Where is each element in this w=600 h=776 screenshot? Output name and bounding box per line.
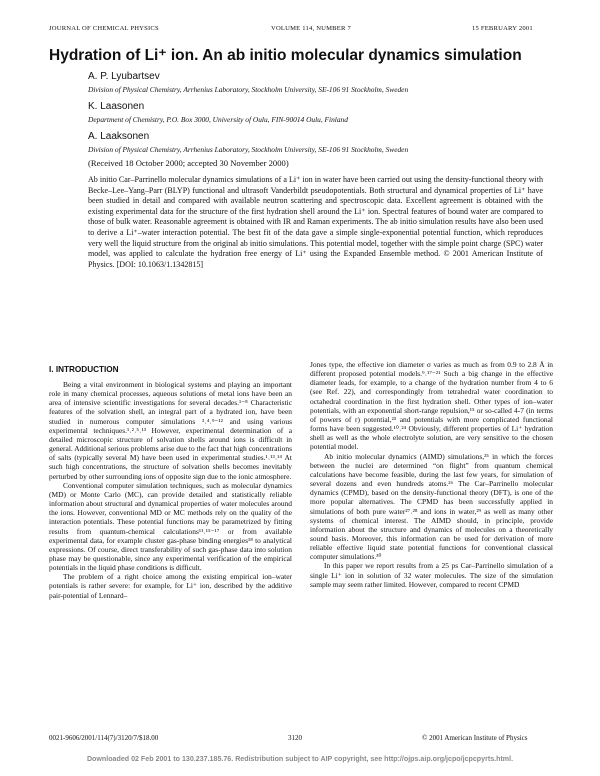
paragraph: Jones type, the effective ion diameter σ varies as much as from 0.9 to 2.8 Å in different proposed potential models.⁹˒¹⁷⁻²¹ Such a big change in the effective diameter leads, for example, to a change of the hydration number from 4 to 6 (see Ref. 22), and correspondingly from tetrahedral water coordination to octahedral coordination in the first hydration shell. Other types of ion–water potentials, with an exponential short-range repulsion,¹⁵ or so-called 4-7 (in terms of powers of r) potential,²³ and potentials with more complicated functional forms have been suggested.¹⁰˒²⁴ Obviously, different properties of Li⁺ hydration shell as well as the whole electrolyte solution, are very sensitive to the chosen potential model.	[310, 360, 553, 452]
section-heading: I. INTRODUCTION	[49, 365, 119, 374]
author-name: A. P. Lyubartsev	[88, 71, 160, 82]
author-name: K. Laasonen	[88, 101, 145, 112]
paragraph: Conventional computer simulation techniques, such as molecular dynamics (MD) or Monte Carlo (MC), can provide detailed and statistically reliable information about structural and dynamical properties of water molecules around the ions. However, conventional MD or MC methods rely on the quality of the interaction potentials. These potential functions may be parametrized by fitting results from quantum-chemical calculations¹¹˒¹⁵⁻¹⁷ or from available experimental data, for example cluster gas-phase binding energies¹⁸ to analytical expressions. Of course, direct transferability of such gas-phase data into solution phase may be questionable, since any experimental verification of the empirical potentials in the liquid phase conditions is difficult.	[49, 480, 292, 573]
journal-name: JOURNAL OF CHEMICAL PHYSICS	[49, 25, 159, 32]
page-number: 3120	[288, 734, 302, 742]
author-affiliation: Division of Physical Chemistry, Arrhenius Laboratory, Stockholm University, SE-106 91 Stockholm, Sweden	[88, 85, 409, 94]
footer-code: 0021-9606/2001/114(7)/3120/7/$18.00	[49, 734, 159, 742]
paragraph: In this paper we report results from a 25 ps Car–Parrinello simulation of a single Li⁺ ion in solution of 32 water molecules. The size of the simulation sample may seem rather limited. However, compared to recent CPMD	[310, 561, 553, 589]
footer-copyright: © 2001 American Institute of Physics	[422, 734, 528, 742]
author-name: A. Laaksonen	[88, 131, 150, 142]
left-column	[49, 380, 292, 600]
right-column	[310, 360, 553, 589]
article-title: Hydration of Li⁺ ion. An ab initio molecular dynamics simulation	[49, 47, 522, 64]
abstract: Ab initio Car–Parrinello molecular dynamics simulations of a Li⁺ ion in water have been carried out using the density-functional theory with Becke–Lee–Yang–Parr (BLYP) functional and ultrasoft Vanderbildt pseudopotentials. Both structural and dynamical properties of Li⁺ have been studied in detail and compared with available neutron scattering and spectroscopic data. Excellent agreement is obtained with the existing experimental data for the structure of the first hydration shell around the Li⁺ ion. Spectral features of bound water are compared to those of bulk water. Reasonable agreement is obtained with IR and Raman experiments. The ab initio simulation results have also been used to derive a Li⁺–water interaction potential. The best fit of the data gave a simple single-exponential potential function, which reproduces very well the liquid structure from the original ab initio simulations. This potential model, together with the simple point charge (SPC) water model, was applied to calculate the hydration free energy of Li⁺ using the Expanded Ensemble method. © 2001 American Institute of Physics. [DOI: 10.1063/1.1342815]	[88, 175, 543, 269]
received-dates: (Received 18 October 2000; accepted 30 November 2000)	[88, 158, 289, 168]
author-affiliation: Division of Physical Chemistry, Arrhenius Laboratory, Stockholm University, SE-106 91 Stockholm, Sweden	[88, 145, 409, 154]
paragraph: The problem of a right choice among the existing empirical ion–water potentials is rather severe: for example, for Li⁺ ion, described by the additive pair-potential of Lennard–	[49, 572, 292, 600]
download-notice: Downloaded 02 Feb 2001 to 130.237.185.76. Redistribution subject to AIP copyright, see http://ojps.aip.org/jcpo/jcpcpyrts.html.	[86, 755, 514, 763]
author-affiliation: Department of Chemistry, P.O. Box 3000, University of Oulu, FIN-90014 Oulu, Finland	[88, 115, 348, 124]
issue-date: 15 FEBRUARY 2001	[472, 25, 533, 32]
paragraph: Ab initio molecular dynamics (AIMD) simulations,²⁵ in which the forces between the nuclei are determined “on flight” from quantum chemical calculations have become feasible, during the last few years, for simulation of several dozens and even hundreds atoms.²⁶ The Car–Parrinello molecular dynamics (CPMD), based on the density-functional theory (DFT), is one of the more popular alternatives. The CPMD has been successfully applied in simulations of both pure water²⁷˒²⁸ and ions in water,²⁹ as well as many other systems of chemical interest. The AIMD should, in principle, provide information about the structure and dynamics of molecules on a theoretically sound basis. Moreover, this information can be used for derivation of more reliable effective liquid state potential functions for conventional classical computer simulations.³⁰	[310, 451, 553, 562]
volume-number: VOLUME 114, NUMBER 7	[271, 25, 351, 32]
paragraph: Being a vital environment in biological systems and playing an important role in many chemical processes, aqueous solutions of metal ions have been an area of intensive scientific investigations for several decades.¹⁻⁸ Characteristic features of the solvation shell, an integral part of a hydrated ion, have been studied in numerous computer simulations ³˒⁴˒⁹⁻¹² and using various experimental techniques.¹˒²˒⁵˒¹³ However, experimental determination of a detailed microscopic structure of solvation shells around ions is difficult in general. Additional serious problems arise due to the fact that high concentrations of salts (typically several M) have been used in experimental studies.¹˒¹³˒¹⁴ At such high concentrations, the structure of solvation shells becomes inevitably perturbed by other surrounding ions of opposite sign due to the ionic atmosphere.	[49, 380, 292, 481]
